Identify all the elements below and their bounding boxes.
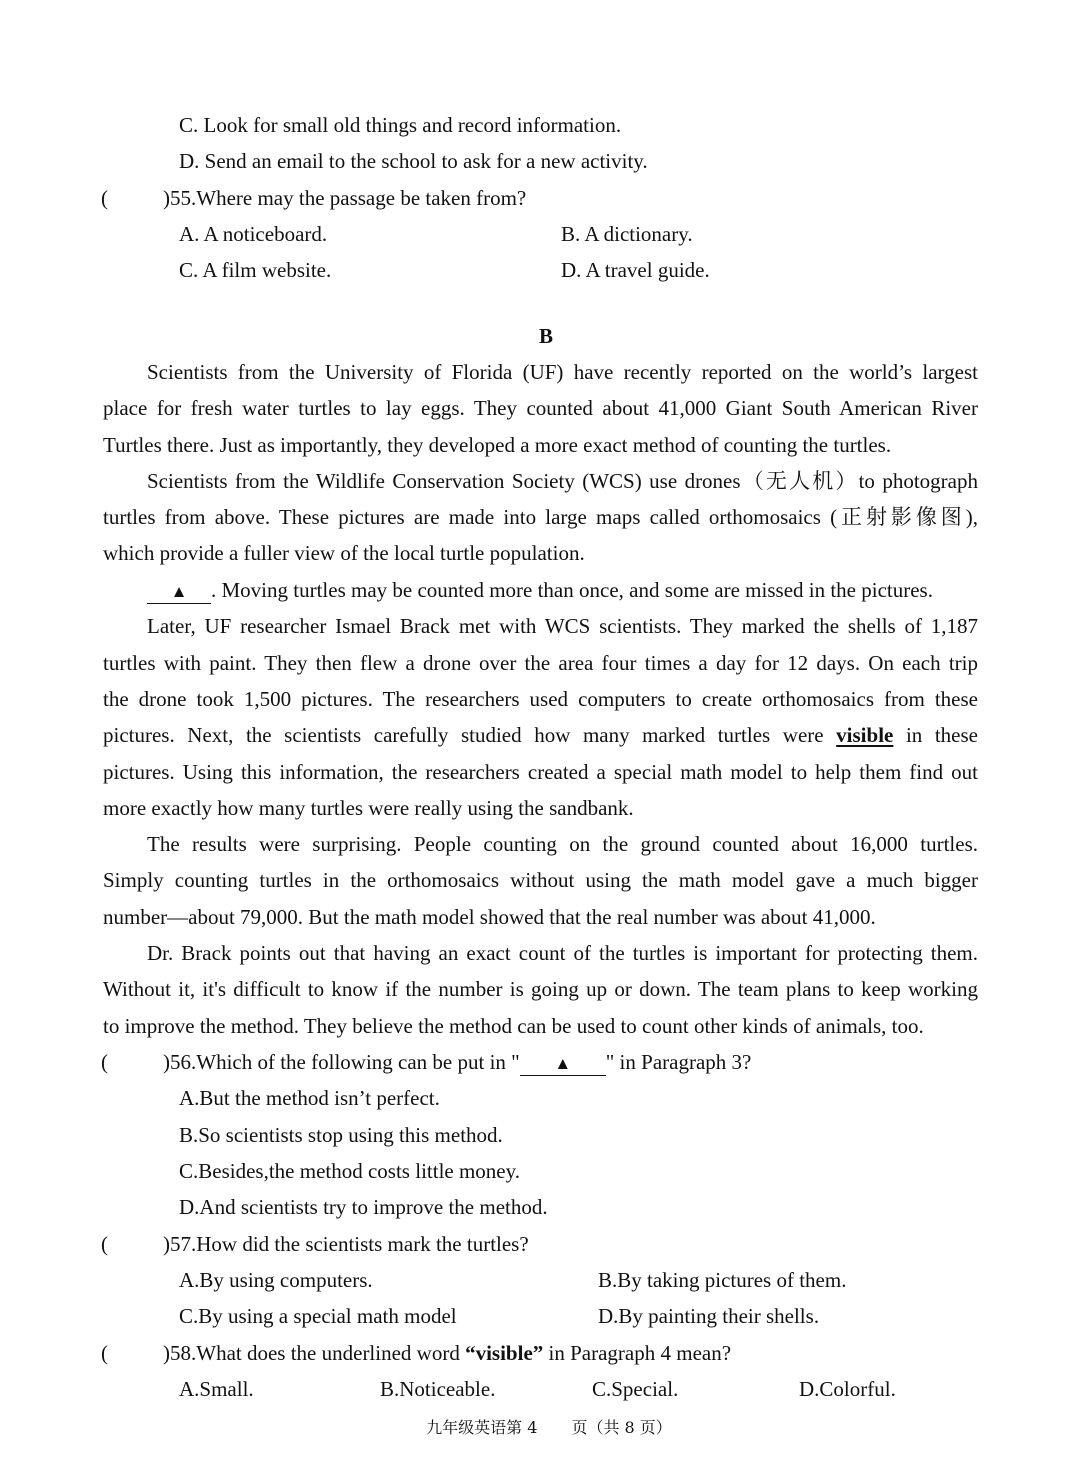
q58-option-b: B.Noticeable. — [380, 1377, 496, 1401]
q56-blank — [520, 1051, 606, 1076]
passage-line: place for fresh water turtles to lay eggs. They counted about 41,000 Giant South American River — [103, 396, 978, 420]
q58-option-d: D.Colorful. — [799, 1377, 896, 1401]
q57-option-c: C.By using a special math model — [179, 1304, 457, 1328]
passage-line: turtles with paint. They then flew a drone over the area four times a day for 12 days. On each trip — [103, 651, 978, 675]
passage-line: Scientists from the Wildlife Conservation Society (WCS) use drones（无人机）to photograph — [147, 469, 978, 493]
section-heading: B — [538, 324, 553, 348]
visible-word-line — [103, 722, 978, 748]
triangle-marker-icon: ▲ — [170, 582, 188, 601]
q58-word: “visible” — [465, 1341, 544, 1365]
passage-line: Turtles there. Just as importantly, they developed a more exact method of counting the turtles. — [103, 433, 892, 457]
passage-line: to improve the method. They believe the method can be used to count other kinds of animals, too. — [103, 1014, 924, 1038]
passage-line: pictures. Using this information, the researchers created a special math model to help them find out — [103, 760, 978, 784]
q55-question: )55.Where may the passage be taken from? — [163, 186, 527, 210]
passage-line: more exactly how many turtles were really using the sandbank. — [103, 796, 634, 820]
q55-answer-paren: ( — [101, 186, 108, 210]
q57-option-a: A.By using computers. — [179, 1268, 373, 1292]
passage-line: number—about 79,000. But the math model showed that the real number was about 41,000. — [103, 905, 876, 929]
q55-option-d: D. A travel guide. — [561, 258, 710, 282]
q58-question — [163, 1340, 731, 1366]
q56-option-d: D.And scientists try to improve the method. — [179, 1195, 548, 1219]
q56-option-c: C.Besides,the method costs little money. — [179, 1159, 521, 1183]
q56-option-b: B.So scientists stop using this method. — [179, 1123, 503, 1147]
q58-text-before: )58.What does the underlined word — [163, 1341, 466, 1365]
q58-option-a: A.Small. — [179, 1377, 254, 1401]
q56-option-a: A.But the method isn’t perfect. — [179, 1086, 440, 1110]
q57-question: )57.How did the scientists mark the turtles? — [163, 1232, 529, 1256]
page-footer — [0, 1417, 1080, 1439]
q56-answer-paren: ( — [101, 1050, 108, 1074]
q54-option-c: C. Look for small old things and record information. — [179, 113, 622, 137]
passage-line: The results were surprising. People counting on the ground counted about 16,000 turtles. — [147, 832, 978, 856]
passage-line: Without it, it's difficult to know if the number is going up or down. The team plans to keep working — [103, 977, 978, 1001]
q56-text-after: " in Paragraph 3? — [605, 1050, 752, 1074]
q55-option-c: C. A film website. — [179, 258, 332, 282]
footer-right: 页（共 8 页） — [571, 1418, 672, 1437]
blank-sentence-line — [147, 577, 933, 604]
passage-line: the drone took 1,500 pictures. The researchers used computers to create orthomosaics from these — [103, 687, 978, 711]
q56-question — [163, 1049, 751, 1076]
passage-line: Later, UF researcher Ismael Brack met with WCS scientists. They marked the shells of 1,187 — [147, 614, 978, 638]
passage-line: Dr. Brack points out that having an exact count of the turtles is important for protecting them. — [147, 941, 978, 965]
q55-option-b: B. A dictionary. — [561, 222, 693, 246]
q57-option-d: D.By painting their shells. — [598, 1304, 820, 1328]
passage-line: turtles from above. These pictures are made into large maps called orthomosaics (正射影像图), — [103, 505, 978, 529]
passage-line: which provide a fuller view of the local turtle population. — [103, 541, 585, 565]
blank-line-text: . Moving turtles may be counted more than once, and some are missed in the pictures. — [211, 578, 933, 602]
passage-line: Simply counting turtles in the orthomosaics without using the math model gave a much bigger — [103, 868, 978, 892]
triangle-marker-icon: ▲ — [554, 1054, 572, 1073]
q58-option-c: C.Special. — [592, 1377, 679, 1401]
q57-option-b: B.By taking pictures of them. — [598, 1268, 847, 1292]
q56-text-before: )56.Which of the following can be put in " — [163, 1050, 520, 1074]
passage-line: Scientists from the University of Florida (UF) have recently reported on the world’s largest — [147, 360, 978, 384]
visible-line-before: pictures. Next, the scientists carefully studied how many marked turtles were — [103, 723, 824, 747]
underlined-word-visible: visible — [836, 723, 894, 747]
q58-answer-paren: ( — [101, 1341, 108, 1365]
answer-blank — [147, 579, 211, 604]
q57-answer-paren: ( — [101, 1232, 108, 1256]
q55-option-a: A. A noticeboard. — [179, 222, 328, 246]
q54-option-d: D. Send an email to the school to ask for a new activity. — [179, 149, 648, 173]
q58-text-after: in Paragraph 4 mean? — [543, 1341, 732, 1365]
footer-left: 九年级英语第 4 — [426, 1418, 538, 1437]
visible-line-after: in these — [905, 723, 978, 747]
